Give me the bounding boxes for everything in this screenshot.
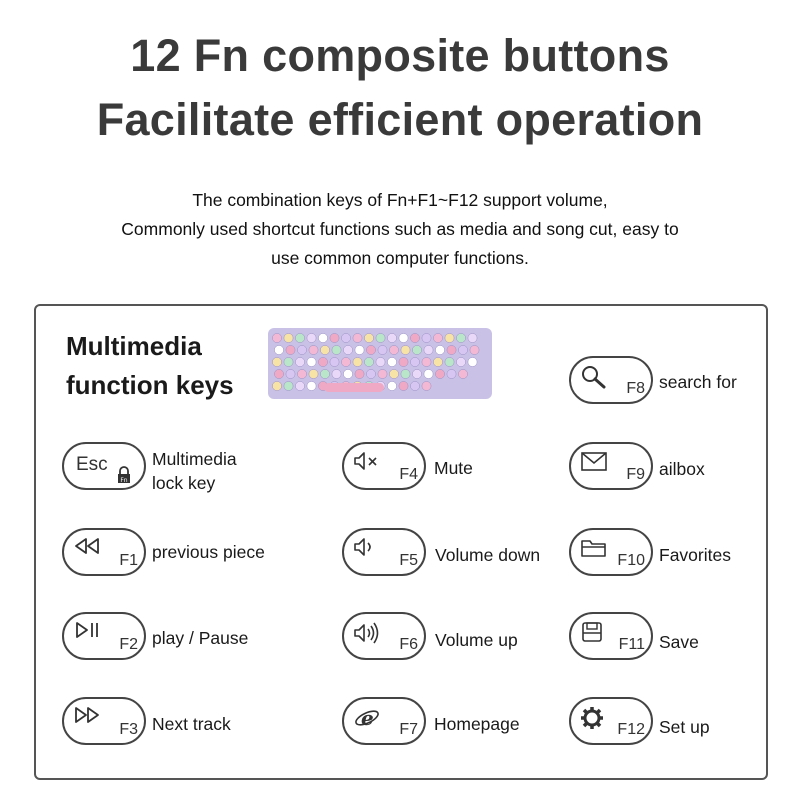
f12-label: Set up bbox=[659, 717, 710, 737]
keyboard-keycap bbox=[447, 369, 456, 378]
keyboard-keycap bbox=[422, 357, 431, 366]
keyboard-keycap bbox=[341, 333, 350, 342]
keyboard-keycap bbox=[401, 369, 410, 378]
keyboard-keycap bbox=[307, 381, 316, 390]
keyboard-keycap bbox=[330, 333, 339, 342]
f10-key bbox=[569, 528, 653, 576]
keyboard-keycap bbox=[468, 357, 477, 366]
keyboard-keys-graphic bbox=[268, 328, 492, 399]
keyboard-keycap bbox=[307, 333, 316, 342]
svg-text:e: e bbox=[361, 706, 374, 730]
keyboard-keycap bbox=[343, 345, 352, 354]
keyboard-keycap bbox=[433, 357, 442, 366]
keyboard-keycap bbox=[297, 369, 306, 378]
keyboard-keycap bbox=[272, 381, 281, 390]
f11-key-text: F11 bbox=[618, 636, 645, 653]
f6-key-text: F6 bbox=[399, 636, 418, 653]
f1-key-text: F1 bbox=[119, 552, 138, 569]
f8-label: search for bbox=[659, 372, 737, 392]
description-line1: The combination keys of Fn+F1~F12 support volume, bbox=[192, 190, 608, 210]
keyboard-keycap bbox=[366, 369, 375, 378]
next-icon bbox=[72, 705, 102, 725]
volume-down-icon bbox=[352, 536, 384, 558]
keyboard-keycap bbox=[387, 333, 396, 342]
f7-label: Homepage bbox=[434, 714, 520, 734]
esc-key bbox=[62, 442, 146, 490]
f9-label: ailbox bbox=[659, 459, 705, 479]
keyboard-spacebar bbox=[324, 383, 384, 392]
keyboard-keycap bbox=[376, 333, 385, 342]
keyboard-keycap bbox=[355, 369, 364, 378]
mail-icon bbox=[579, 450, 611, 474]
keyboard-keycap bbox=[399, 381, 408, 390]
f7-key-text: F7 bbox=[399, 721, 418, 738]
keyboard-keycap bbox=[284, 333, 293, 342]
keyboard-keycap bbox=[284, 381, 293, 390]
f6-label: Volume up bbox=[435, 630, 518, 650]
keyboard-keycap bbox=[286, 345, 295, 354]
f2-label: play / Pause bbox=[152, 628, 249, 648]
save-icon bbox=[579, 620, 607, 644]
f3-key-text: F3 bbox=[119, 721, 138, 738]
lock-icon bbox=[116, 466, 132, 484]
keyboard-keycap bbox=[341, 357, 350, 366]
search-icon bbox=[579, 364, 609, 390]
f4-key-text: F4 bbox=[399, 466, 418, 483]
keyboard-keycap bbox=[456, 357, 465, 366]
keyboard-keycap bbox=[412, 345, 421, 354]
f8-key bbox=[569, 356, 653, 404]
keyboard-keycap bbox=[297, 345, 306, 354]
keyboard-keycap bbox=[274, 369, 283, 378]
headline-line1: 12 Fn composite buttons bbox=[130, 30, 670, 81]
keyboard-keycap bbox=[435, 369, 444, 378]
keyboard-keycap bbox=[353, 357, 362, 366]
keyboard-keycap bbox=[445, 357, 454, 366]
keyboard-keycap bbox=[295, 357, 304, 366]
keyboard-keycap bbox=[422, 333, 431, 342]
keyboard-keycap bbox=[353, 333, 362, 342]
keyboard-keycap bbox=[447, 345, 456, 354]
keyboard-keycap bbox=[272, 357, 281, 366]
keyboard-keycap bbox=[309, 369, 318, 378]
keyboard-keycap bbox=[468, 333, 477, 342]
mute-icon bbox=[352, 450, 384, 472]
f5-label: Volume down bbox=[435, 545, 541, 565]
f11-label: Save bbox=[659, 632, 699, 652]
keyboard-keycap bbox=[424, 369, 433, 378]
f3-label: Next track bbox=[152, 714, 231, 734]
keyboard-keycap bbox=[320, 369, 329, 378]
f9-key bbox=[569, 442, 653, 490]
f3-key bbox=[62, 697, 146, 745]
f10-label: Favorites bbox=[659, 545, 731, 565]
f6-key bbox=[342, 612, 426, 660]
keyboard-keycap bbox=[458, 369, 467, 378]
f9-key-text: F9 bbox=[626, 466, 645, 483]
f1-label: previous piece bbox=[152, 542, 265, 562]
folder-icon bbox=[579, 536, 609, 560]
keyboard-keycap bbox=[389, 369, 398, 378]
f4-key bbox=[342, 442, 426, 490]
keyboard-keycap bbox=[309, 345, 318, 354]
play-pause-icon bbox=[72, 620, 102, 640]
browser-icon bbox=[352, 705, 384, 731]
f1-key bbox=[62, 528, 146, 576]
keyboard-keycap bbox=[284, 357, 293, 366]
esc-label-line1: Multimedia bbox=[152, 449, 237, 469]
description-line3: use common computer functions. bbox=[271, 248, 529, 268]
keyboard-keycap bbox=[378, 345, 387, 354]
keyboard-keycap bbox=[378, 369, 387, 378]
keyboard-image bbox=[268, 328, 492, 399]
headline-line2: Facilitate efficient operation bbox=[96, 94, 704, 145]
keyboard-keycap bbox=[332, 369, 341, 378]
esc-key-text: Esc bbox=[76, 454, 108, 475]
f7-key bbox=[342, 697, 426, 745]
keyboard-keycap bbox=[307, 357, 316, 366]
keyboard-keycap bbox=[433, 333, 442, 342]
keyboard-keycap bbox=[387, 357, 396, 366]
keyboard-keycap bbox=[399, 333, 408, 342]
keyboard-keycap bbox=[364, 357, 373, 366]
svg-text:Fn: Fn bbox=[120, 477, 128, 484]
keyboard-keycap bbox=[410, 381, 419, 390]
f2-key bbox=[62, 612, 146, 660]
keyboard-keycap bbox=[456, 333, 465, 342]
keyboard-keycap bbox=[318, 333, 327, 342]
volume-up-icon bbox=[352, 620, 386, 646]
keyboard-keycap bbox=[274, 345, 283, 354]
f12-key bbox=[569, 697, 653, 745]
keyboard-keycap bbox=[364, 333, 373, 342]
gear-icon bbox=[579, 705, 609, 731]
previous-icon bbox=[72, 536, 102, 556]
keyboard-keycap bbox=[295, 381, 304, 390]
f11-key bbox=[569, 612, 653, 660]
keyboard-keycap bbox=[376, 357, 385, 366]
panel-heading-line2: function keys bbox=[66, 370, 234, 400]
keyboard-keycap bbox=[320, 345, 329, 354]
keyboard-keycap bbox=[330, 357, 339, 366]
keyboard-keycap bbox=[387, 381, 396, 390]
keyboard-keycap bbox=[399, 357, 408, 366]
keyboard-keycap bbox=[412, 369, 421, 378]
f10-key-text: F10 bbox=[617, 552, 645, 569]
keyboard-keycap bbox=[410, 333, 419, 342]
keyboard-keycap bbox=[295, 333, 304, 342]
keyboard-keycap bbox=[272, 333, 281, 342]
keyboard-keycap bbox=[424, 345, 433, 354]
f8-key-text: F8 bbox=[626, 380, 645, 397]
keyboard-keycap bbox=[458, 345, 467, 354]
f12-key-text: F12 bbox=[617, 721, 645, 738]
keyboard-keycap bbox=[332, 345, 341, 354]
keyboard-keycap bbox=[470, 345, 479, 354]
panel-heading-line1: Multimedia bbox=[66, 331, 202, 361]
description-line2: Commonly used shortcut functions such as media and song cut, easy to bbox=[121, 219, 679, 239]
f5-key-text: F5 bbox=[399, 552, 418, 569]
keyboard-keycap bbox=[401, 345, 410, 354]
keyboard-keycap bbox=[422, 381, 431, 390]
keyboard-keycap bbox=[366, 345, 375, 354]
f5-key bbox=[342, 528, 426, 576]
esc-label-line2: lock key bbox=[152, 473, 216, 493]
keyboard-keycap bbox=[435, 345, 444, 354]
keyboard-keycap bbox=[318, 357, 327, 366]
keyboard-keycap bbox=[286, 369, 295, 378]
f4-label: Mute bbox=[434, 458, 473, 478]
keyboard-keycap bbox=[343, 369, 352, 378]
keyboard-keycap bbox=[389, 345, 398, 354]
keyboard-keycap bbox=[445, 333, 454, 342]
f2-key-text: F2 bbox=[119, 636, 138, 653]
keyboard-keycap bbox=[355, 345, 364, 354]
keyboard-keycap bbox=[410, 357, 419, 366]
